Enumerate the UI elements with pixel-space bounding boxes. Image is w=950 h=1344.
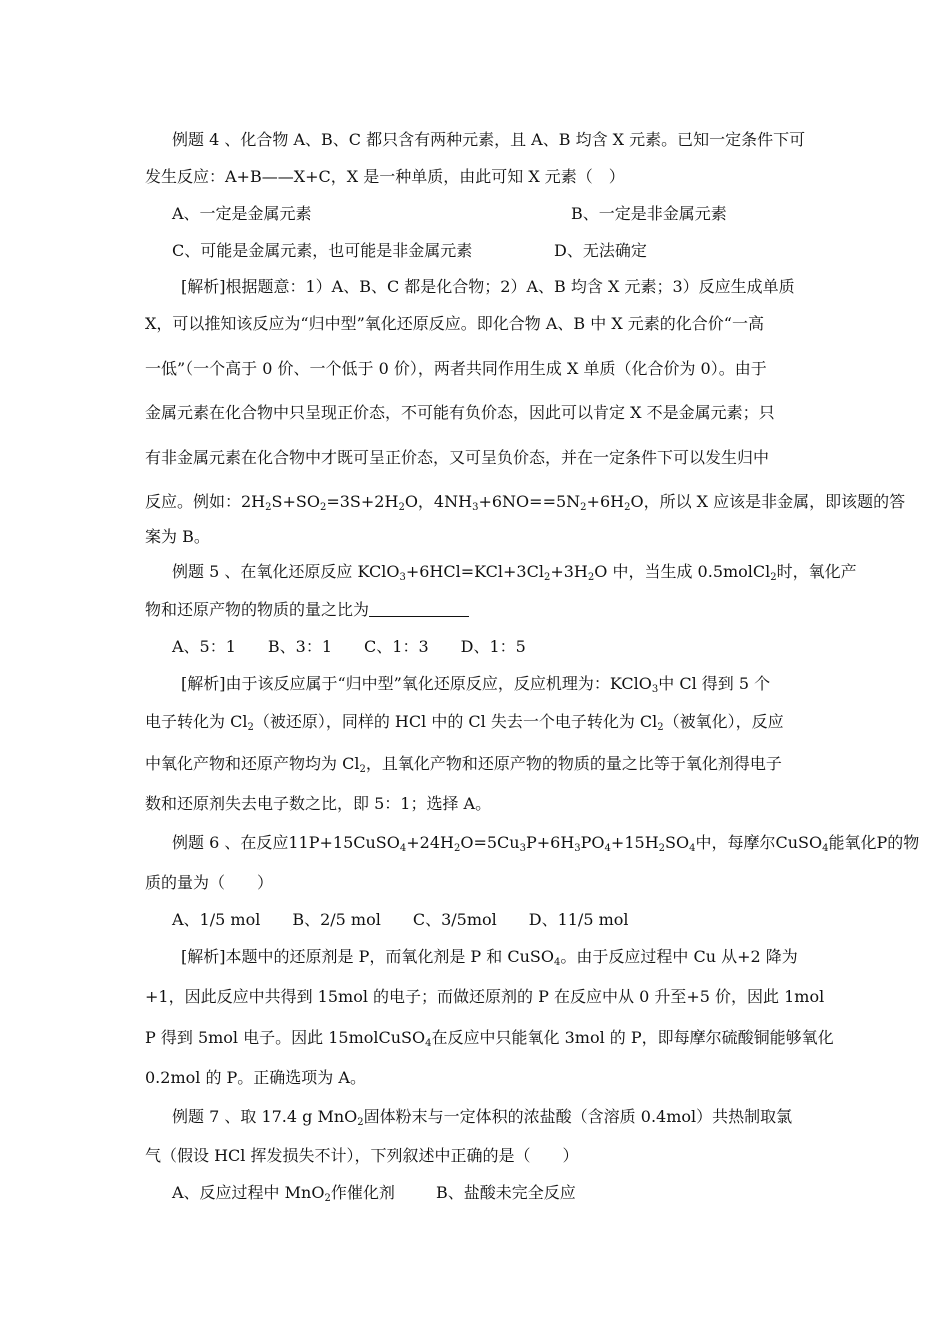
ex4-option-a: A、一定是金属元素: [172, 204, 312, 223]
ex7-question-line-1: 例题 7 、取 17.4 g MnO$_2$固体粉末与一定体积的浓盐酸（含溶质 0.4mol）共热制取氯: [172, 1107, 793, 1128]
ex6-options: A、1/5 mol B、2/5 mol C、3/5mol D、11/5 mol: [172, 910, 629, 929]
ex7-option-a: A、反应过程中 MnO$_2$作催化剂: [172, 1183, 395, 1204]
answer-blank: [369, 601, 469, 617]
ex4-question-line-2: 发生反应：A+B——X+C，X 是一种单质，由此可知 X 元素（ ）: [145, 167, 625, 186]
ex6-solution-line-4: 0.2mol 的 P。正确选项为 A。: [145, 1068, 366, 1087]
ex4-solution-line-7: 案为 B。: [145, 527, 210, 546]
ex5-solution-line-3: 中氧化产物和还原产物均为 $Cl_2$，且氧化产物和还原产物的物质的量之比等于氧化剂得电子: [145, 754, 782, 775]
ex7-option-b: B、盐酸未完全反应: [436, 1183, 576, 1202]
ex5-options: A、5：1 B、3：1 C、1：3 D、1：5: [172, 637, 526, 656]
ex4-solution-line-3: 一低”（一个高于 0 价、一个低于 0 价），两者共同作用生成 X 单质（化合价为 0）。由于: [145, 359, 767, 378]
ex6-question-line-2: 质的量为（ ）: [145, 873, 274, 892]
ex4-solution-line-2: X，可以推知该反应为“归中型”氧化还原反应。即化合物 A、B 中 X 元素的化合价“一高: [145, 314, 764, 333]
ex4-question-line-1: 例题 4 、化合物 A、B、C 都只含有两种元素，且 A、B 均含 X 元素。已知一定条件下可: [172, 130, 806, 149]
ex4-option-c: C、可能是金属元素，也可能是非金属元素: [172, 241, 473, 260]
ex6-solution-line-3: P 得到 5mol 电子。因此 15molCuSO$_4$在反应中只能氧化 3mol 的 P，即每摩尔硫酸铜能够氧化: [145, 1028, 834, 1049]
ex4-solution-line-4: 金属元素在化合物中只呈现正价态，不可能有负价态，因此可以肯定 X 不是金属元素；只: [145, 403, 775, 422]
ex6-solution-line-2: +1，因此反应中共得到 15mol 的电子；而做还原剂的 P 在反应中从 0 升至+5 价，因此 1mol: [145, 987, 825, 1006]
ex7-question-line-2: 气（假设 HCl 挥发损失不计），下列叙述中正确的是（ ）: [145, 1146, 579, 1165]
ex4-solution-line-1: [解析]根据题意：1）A、B、C 都是化合物；2）A、B 均含 X 元素；3）反应生成单质: [181, 277, 795, 296]
ex4-option-d: D、无法确定: [554, 241, 647, 260]
ex5-question-line-1: 例题 5 、在氧化还原反应 $KClO_3+6HCl=KCl+3Cl_2+3H_2O$ 中，当生成 0.5molCl$_2$时，氧化产: [172, 562, 857, 583]
ex4-solution-line-5: 有非金属元素在化合物中才既可呈正价态，又可呈负价态，并在一定条件下可以发生归中: [145, 448, 770, 467]
ex5-solution-line-4: 数和还原剂失去电子数之比，即 5：1；选择 A。: [145, 794, 492, 813]
ex4-solution-line-6: 反应。例如：$2H_2S+SO_2=3S+2H_2O$，$4NH_3+6NO==5N_2+6H_2O$，所以 X 应该是非金属，即该题的答: [145, 492, 906, 513]
ex4-option-b: B、一定是非金属元素: [571, 204, 727, 223]
ex6-solution-line-1: [解析]本题中的还原剂是 P，而氧化剂是 P 和 CuSO$_4$。由于反应过程中 Cu 从+2 降为: [181, 947, 798, 968]
ex5-question-line-2: 物和还原产物的物质的量之比为: [145, 599, 469, 621]
ex5-solution-line-2: 电子转化为 $Cl_2$（被还原），同样的 HCl 中的 Cl 失去一个电子转化为 $Cl_2$（被氧化），反应: [145, 712, 784, 733]
ex6-question-line-1: 例题 6 、在反应$11P+15CuSO_4+24H_2O=5Cu_3P+6H_3PO_4+15H_2SO_4$中，每摩尔CuSO$_4$能氧化P的物: [172, 833, 920, 854]
ex5-solution-line-1: [解析]由于该反应属于“归中型”氧化还原反应，反应机理为：KClO$_3$中 Cl 得到 5 个: [181, 674, 771, 695]
